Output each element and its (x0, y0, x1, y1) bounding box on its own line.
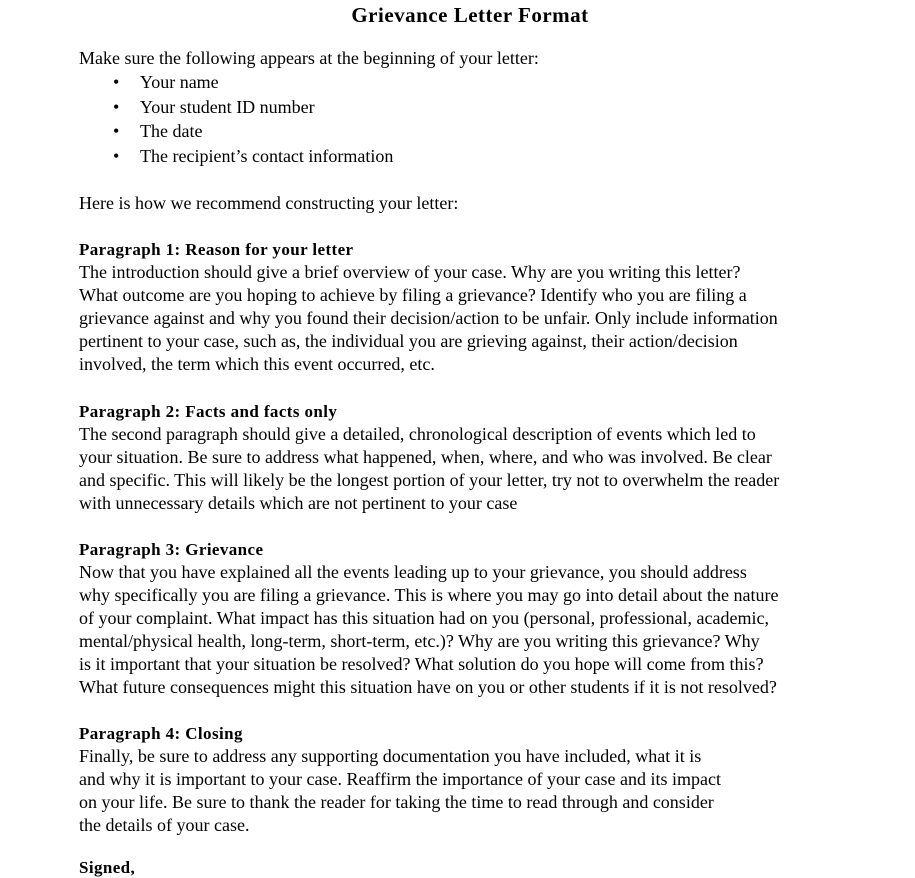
intro-block (79, 47, 539, 168)
section-text-line: on your life. Be sure to thank the reader for taking the time to read through and consider (79, 792, 714, 812)
section-text-line: is it important that your situation be resolved? What solution do you hope will come from this? (79, 654, 764, 674)
recommend-text: Here is how we recommend constructing your letter: (79, 193, 459, 213)
section-paragraph-2 (79, 400, 779, 515)
bullet-text: Your name (140, 72, 219, 92)
section-heading: Paragraph 3: Grievance (79, 540, 264, 559)
section-text-line: pertinent to your case, such as, the individual you are grieving against, their action/decision (79, 331, 738, 351)
section-text-line: of your complaint. What impact has this situation had on you (personal, professional, academic, (79, 608, 769, 628)
section-paragraph-3 (79, 538, 778, 699)
section-text-line: your situation. Be sure to address what happened, when, where, and who was involved. Be clear (79, 447, 772, 467)
section-text-line: What future consequences might this situation have on you or other students if it is not resolved? (79, 677, 777, 697)
section-paragraph-4 (79, 722, 721, 837)
section-heading: Paragraph 1: Reason for your letter (79, 240, 354, 259)
section-text-line: with unnecessary details which are not pertinent to your case (79, 493, 518, 513)
section-text-line: involved, the term which this event occurred, etc. (79, 354, 435, 374)
section-text-line: Now that you have explained all the events leading up to your grievance, you should address (79, 562, 747, 582)
bullet-item (79, 144, 539, 169)
section-text-line: why specifically you are filing a grievance. This is where you may go into detail about the nature (79, 585, 779, 605)
section-text-line: Finally, be sure to address any supporting documentation you have included, what it is (79, 746, 702, 766)
section-text-line: grievance against and why you found their decision/action to be unfair. Only include information (79, 308, 778, 328)
bullet-item (79, 95, 539, 120)
section-heading: Paragraph 4: Closing (79, 724, 243, 743)
bullet-item (79, 119, 539, 144)
bullet-item (79, 70, 539, 95)
section-text-line: mental/physical health, long-term, short-term, etc.)? Why are you writing this grievance? Why (79, 631, 760, 651)
section-heading: Paragraph 2: Facts and facts only (79, 402, 338, 421)
bullet-icon: • (113, 96, 120, 117)
section-text-line: What outcome are you hoping to achieve by filing a grievance? Identify who you are filing a (79, 285, 747, 305)
section-text-line: The introduction should give a brief overview of your case. Why are you writing this letter? (79, 262, 741, 282)
bullet-list (79, 70, 539, 168)
section-text-line: The second paragraph should give a detailed, chronological description of events which led to (79, 424, 756, 444)
section-paragraph-1 (79, 238, 778, 376)
bullet-icon: • (113, 145, 120, 166)
section-text-line: the details of your case. (79, 815, 250, 835)
bullet-icon: • (113, 72, 120, 92)
section-text-line: and why it is important to your case. Reaffirm the importance of your case and its impact (79, 769, 721, 789)
bullet-text: Your student ID number (140, 96, 315, 117)
bullet-text: The date (140, 121, 203, 141)
section-text-line: and specific. This will likely be the longest portion of your letter, try not to overwhelm the reader (79, 470, 780, 490)
bullet-text: The recipient’s contact information (140, 145, 394, 166)
intro-text: Make sure the following appears at the beginning of your letter: (79, 48, 539, 68)
document-title: Grievance Letter Format (351, 3, 589, 27)
signed-label: Signed, (79, 858, 136, 877)
bullet-icon: • (113, 121, 120, 141)
